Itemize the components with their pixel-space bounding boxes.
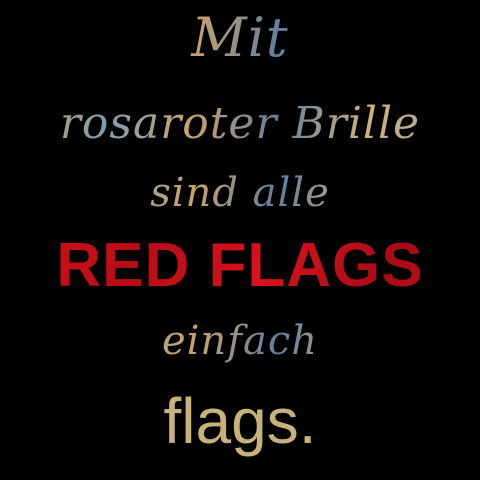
quote-line-sind-alle: sind alle [0, 170, 480, 216]
quote-line-red-flags: RED FLAGS [0, 230, 480, 301]
quote-line-flags: flags. [163, 385, 317, 457]
quote-line-rosaroter-brille: rosaroter Brille [0, 98, 480, 149]
quote-line-einfach: einfach [0, 318, 480, 364]
quote-line-mit: Mit [0, 6, 480, 69]
